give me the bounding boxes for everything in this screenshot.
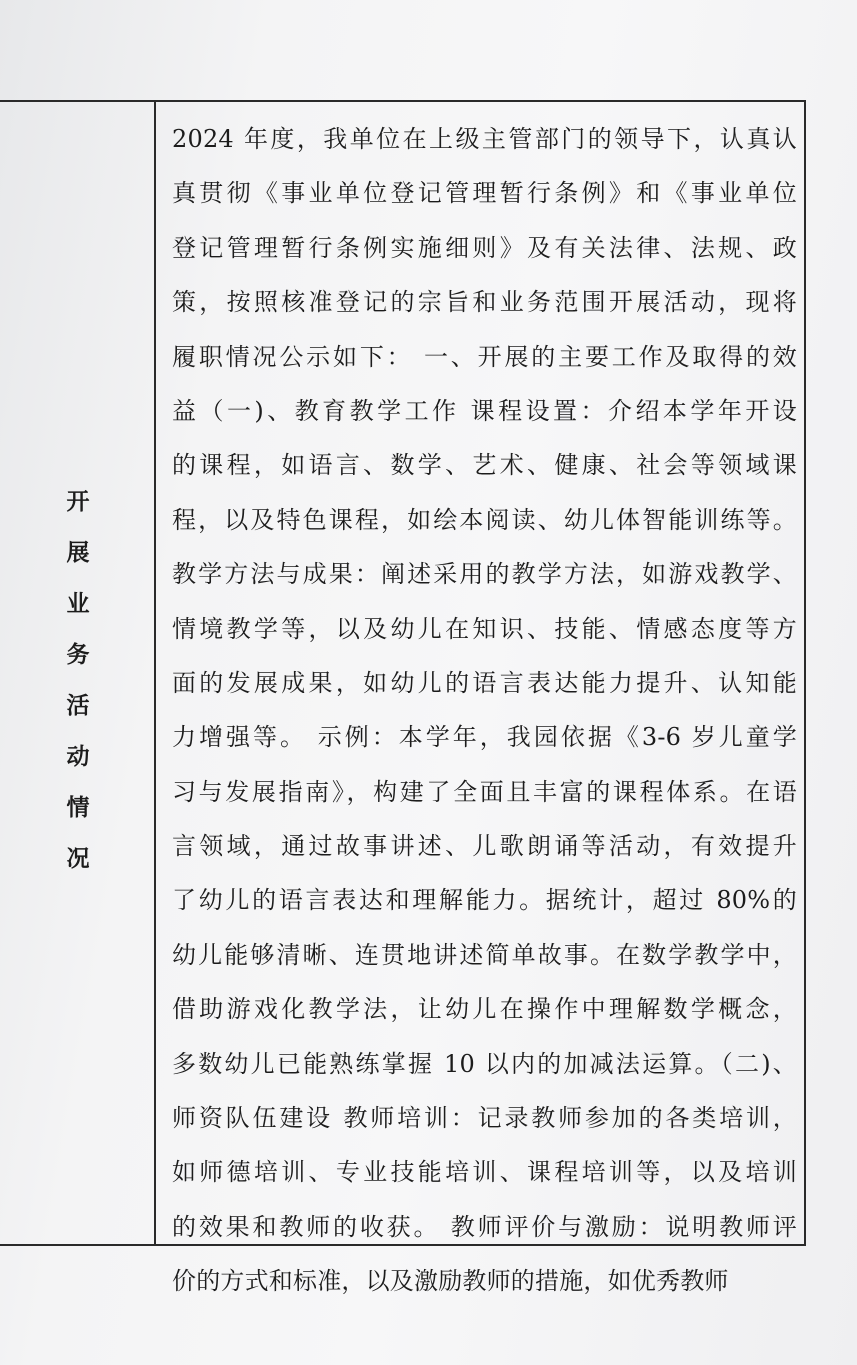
section-label-cell: [0, 102, 154, 1244]
section-label-char: 动: [66, 743, 90, 770]
content-line: 程，以及特色课程，如绘本阅读、幼儿体智能训练等。: [172, 505, 797, 534]
content-line: 的效果和教师的收获。 教师评价与激励：说明教师评: [172, 1212, 797, 1241]
section-label-char: 况: [66, 845, 90, 872]
content-line: 如师德培训、专业技能培训、课程培训等，以及培训: [172, 1158, 797, 1187]
section-label-char: 情: [66, 794, 90, 821]
section-label-char: 活: [66, 692, 90, 719]
section-label-char: 开: [66, 488, 90, 515]
content-line: 2024 年度，我单位在上级主管部门的领导下，认真认: [172, 125, 797, 153]
content-line: 的课程，如语言、数学、艺术、健康、社会等领域课: [172, 451, 797, 480]
section-label-char: 业: [66, 590, 90, 617]
content-line: 了幼儿的语言表达和理解能力。据统计，超过 80%的: [172, 886, 797, 915]
content-line: 师资队伍建设 教师培训：记录教师参加的各类培训，: [172, 1104, 797, 1133]
content-line: 登记管理暂行条例实施细则》及有关法律、法规、政: [172, 233, 797, 262]
content-line: 幼儿能够清晰、连贯地讲述简单故事。在数学教学中，: [172, 940, 797, 969]
content-cell: [172, 112, 797, 1309]
content-line: 教学方法与成果：阐述采用的教学方法，如游戏教学、: [172, 560, 797, 589]
activity-table: [0, 100, 806, 1296]
content-line: 真贯彻《事业单位登记管理暂行条例》和《事业单位: [172, 179, 797, 208]
content-line: 习与发展指南》，构建了全面且丰富的课程体系。在语: [172, 777, 797, 806]
content-line: 面的发展成果，如幼儿的语言表达能力提升、认知能: [172, 668, 797, 697]
content-line: 力增强等。 示例：本学年，我园依据《3-6 岁儿童学: [172, 723, 797, 752]
content-line: 多数幼儿已能熟练掌握 10 以内的加减法运算。（二)、: [172, 1049, 797, 1078]
content-line: 益（一)、教育教学工作 课程设置：介绍本学年开设: [172, 396, 797, 425]
section-label-char: 务: [66, 641, 90, 668]
content-line: 情境教学等，以及幼儿在知识、技能、情感态度等方: [172, 614, 797, 643]
content-line: 言领域，通过故事讲述、儿歌朗诵等活动，有效提升: [172, 832, 797, 861]
content-line: 策，按照核准登记的宗旨和业务范围开展活动，现将: [172, 288, 797, 317]
content-line: 借助游戏化教学法，让幼儿在操作中理解数学概念，: [172, 995, 797, 1024]
column-divider: [154, 102, 156, 1244]
content-line: 履职情况公示如下： 一、开展的主要工作及取得的效: [172, 342, 797, 371]
section-label-char: 展: [66, 539, 90, 566]
section-label: [58, 488, 98, 872]
content-line: 价的方式和标准，以及激励教师的措施，如优秀教师: [172, 1267, 729, 1296]
